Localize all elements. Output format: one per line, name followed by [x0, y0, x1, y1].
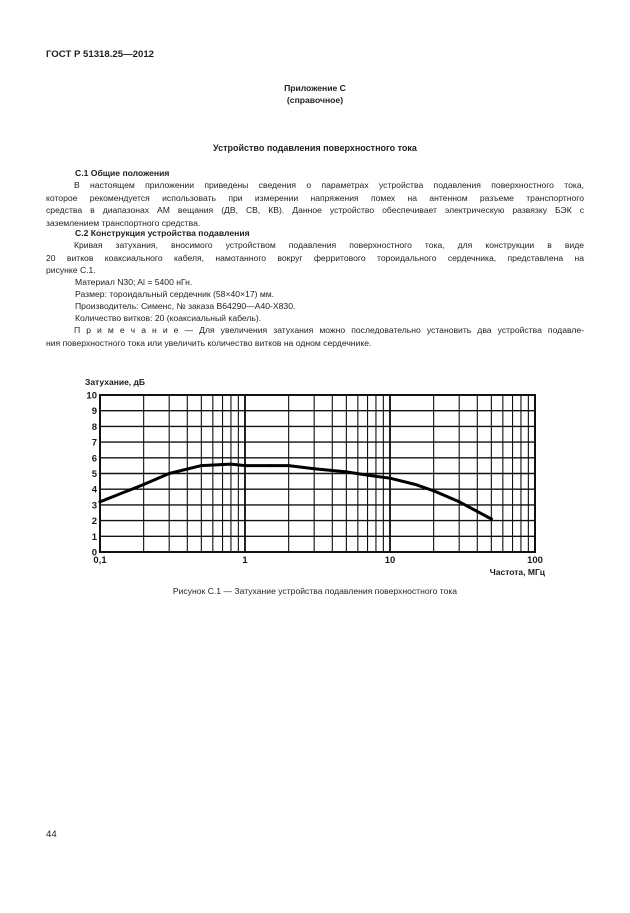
- y-tick-label: 7: [91, 437, 97, 449]
- c2-manufacturer: Производитель: Сименс, № заказа B64290—A40-X830.: [75, 301, 296, 311]
- c2-line-2: 20 витков коаксиального кабеля, намотанного вокруг ферритового тороидального сердечника, представлена на: [46, 252, 584, 263]
- data-point: [229, 463, 232, 466]
- data-point: [313, 467, 316, 470]
- data-point: [490, 518, 493, 521]
- note-paragraph: [46, 324, 584, 349]
- c2-line-1: Кривая затухания, вносимого устройством подавления поверхностного тока, для конструкции в виде: [74, 240, 584, 250]
- data-point: [345, 470, 348, 473]
- c2-paragraph: [46, 239, 584, 277]
- c2-material: Материал N30; Al = 5400 нГн.: [75, 277, 193, 287]
- data-point: [389, 477, 392, 480]
- y-tick-label: 4: [91, 484, 97, 496]
- y-tick-label: 9: [91, 406, 97, 418]
- note-label: П р и м е ч а н и е: [74, 325, 179, 335]
- data-point: [287, 464, 290, 467]
- x-axis-label: Частота, МГц: [489, 567, 545, 577]
- data-point: [244, 464, 247, 467]
- data-point: [414, 483, 417, 486]
- x-tick-label: 0,1: [93, 555, 107, 566]
- c1-paragraph: [46, 179, 584, 229]
- section-title: Устройство подавления поверхностного тока: [213, 143, 417, 153]
- c2-size: Размер: тороидальный сердечник (58×40×17) мм.: [75, 289, 275, 299]
- data-point: [168, 472, 171, 475]
- y-tick-label: 5: [91, 469, 97, 480]
- c2-turns: Количество витков: 20 (коаксиальный кабель).: [75, 313, 262, 323]
- y-tick-label: 3: [91, 500, 97, 512]
- note-text-1: — Для увеличения затухания можно последовательно установить два устройства подавле-: [178, 325, 584, 335]
- c1-heading: С.1 Общие положения: [75, 168, 170, 178]
- page-number: 44: [46, 829, 57, 840]
- data-point: [366, 474, 369, 477]
- c1-line-4: заземлением транспортного средства.: [46, 217, 201, 228]
- x-tick-label: 1: [242, 555, 248, 566]
- y-axis-label: Затухание, дБ: [85, 377, 146, 387]
- appendix-subtitle: (справочное): [286, 95, 344, 105]
- data-point: [458, 500, 461, 503]
- c1-line-1: В настоящем приложении приведены сведения о параметрах устройства подавления поверхностного тока,: [74, 180, 584, 190]
- figure-caption: Рисунок С.1 — Затухание устройства подавления поверхностного тока: [172, 586, 458, 596]
- standard-header: ГОСТ Р 51318.25—2012: [46, 49, 155, 60]
- c1-line-2: которое рекомендуется использовать при измерении напряжения помех на антенном разъеме транспортного: [46, 192, 584, 203]
- y-tick-label: 1: [91, 531, 97, 543]
- y-tick-label: 10: [86, 390, 97, 402]
- x-tick-label: 100: [527, 555, 543, 566]
- c1-line-3: средства в диапазонах АМ вещания (ДВ, СВ, КВ). Данное устройство обеспечивает электрическую развязку БЭК с: [46, 205, 584, 216]
- c2-heading: С.2 Конструкция устройства подавления: [75, 228, 250, 238]
- note-line-2: ния поверхностного тока или увеличить количество витков на одном сердечнике.: [46, 337, 372, 348]
- note-line-1: [46, 324, 584, 337]
- c2-line-3: рисунке С.1.: [46, 265, 96, 276]
- appendix-title: Приложение С: [284, 83, 346, 93]
- y-tick-label: 0: [91, 547, 97, 559]
- data-point: [200, 464, 203, 467]
- data-point: [142, 483, 145, 486]
- y-tick-label: 2: [91, 516, 97, 528]
- y-tick-label: 6: [91, 453, 97, 465]
- data-point: [432, 489, 435, 492]
- data-point: [269, 464, 272, 467]
- attenuation-chart: [80, 372, 550, 580]
- data-point: [99, 500, 102, 503]
- x-tick-label: 10: [384, 555, 396, 566]
- y-tick-label: 8: [91, 421, 97, 433]
